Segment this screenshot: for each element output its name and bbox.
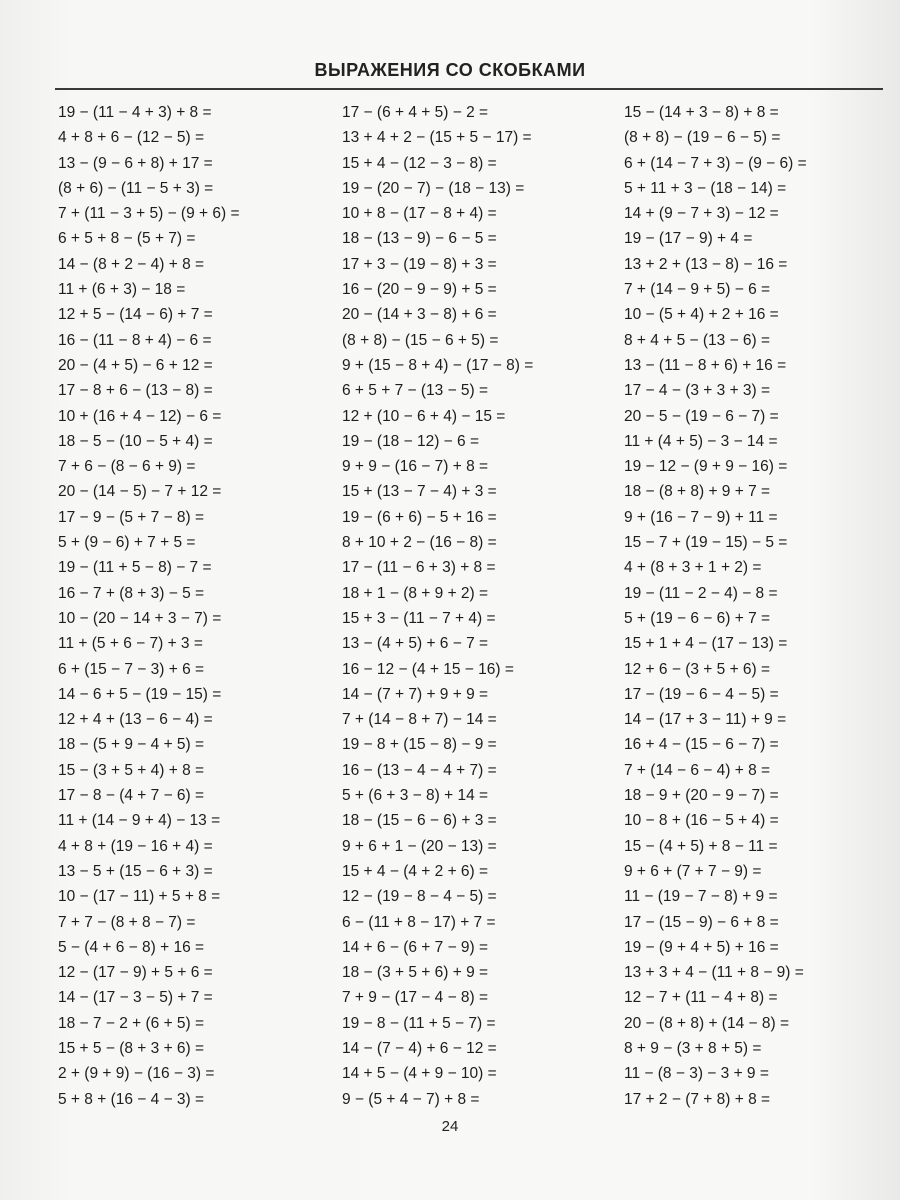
expression-item: 14 + 6 − (6 + 7 − 9) = bbox=[342, 938, 489, 956]
expression-item: 8 + 4 + 5 − (13 − 6) = bbox=[624, 331, 771, 349]
expression-item: 20 − (4 + 5) − 6 + 12 = bbox=[58, 356, 213, 374]
expression-item: 11 − (8 − 3) − 3 + 9 = bbox=[624, 1065, 769, 1083]
expression-item: 9 + (16 − 7 − 9) + 11 = bbox=[624, 508, 778, 526]
expression-item: 11 + (4 + 5) − 3 − 14 = bbox=[624, 432, 778, 450]
expression-item: 18 − (13 − 9) − 6 − 5 = bbox=[342, 230, 497, 248]
expression-item: 12 + (10 − 6 + 4) − 15 = bbox=[342, 407, 506, 425]
expression-item: 6 + (14 − 7 + 3) − (9 − 6) = bbox=[624, 154, 807, 172]
expression-item: 12 − 7 + (11 − 4 + 8) = bbox=[624, 989, 778, 1007]
expression-item: 5 + 11 + 3 − (18 − 14) = bbox=[624, 179, 787, 197]
expression-item: 17 + 2 − (7 + 8) + 8 = bbox=[624, 1090, 771, 1108]
expression-item: 18 − 7 − 2 + (6 + 5) = bbox=[58, 1014, 205, 1032]
page-number: 24 bbox=[441, 1118, 459, 1135]
expression-item: 16 − (13 − 4 − 4 + 7) = bbox=[342, 761, 497, 779]
expression-item: 11 + (14 − 9 + 4) − 13 = bbox=[58, 812, 221, 830]
expression-item: 13 − (4 + 5) + 6 − 7 = bbox=[342, 635, 489, 653]
expression-item: 10 − (20 − 14 + 3 − 7) = bbox=[58, 609, 222, 627]
expression-item: 16 − 7 + (8 + 3) − 5 = bbox=[58, 584, 205, 602]
expression-item: 10 − (5 + 4) + 2 + 16 = bbox=[624, 306, 779, 324]
expression-item: 13 − (9 − 6 + 8) + 17 = bbox=[58, 154, 213, 172]
expression-item: 20 − 5 − (19 − 6 − 7) = bbox=[624, 407, 779, 425]
expression-item: 14 + 5 − (4 + 9 − 10) = bbox=[342, 1065, 497, 1083]
expression-item: 19 − 8 − (11 + 5 − 7) = bbox=[342, 1014, 496, 1032]
expression-item: 20 − (14 + 3 − 8) + 6 = bbox=[342, 306, 497, 324]
expression-item: 18 − 5 − (10 − 5 + 4) = bbox=[58, 432, 213, 450]
expression-item: 15 − (4 + 5) + 8 − 11 = bbox=[624, 837, 778, 855]
expression-item: 20 − (14 − 5) − 7 + 12 = bbox=[58, 483, 222, 501]
expression-item: 15 + 4 − (4 + 2 + 6) = bbox=[342, 862, 489, 880]
expression-item: 18 − (3 + 5 + 6) + 9 = bbox=[342, 964, 489, 982]
expression-item: 17 − 8 + 6 − (13 − 8) = bbox=[58, 382, 213, 400]
expression-item: 18 − 9 + (20 − 9 − 7) = bbox=[624, 787, 779, 805]
expression-item: 7 + 9 − (17 − 4 − 8) = bbox=[342, 989, 489, 1007]
expression-item: 10 − 8 + (16 − 5 + 4) = bbox=[624, 812, 779, 830]
title-underline bbox=[55, 88, 883, 90]
expression-item: 7 + 6 − (8 − 6 + 9) = bbox=[58, 458, 196, 476]
expression-item: 19 − (9 + 4 + 5) + 16 = bbox=[624, 938, 779, 956]
expression-item: 4 + 8 + 6 − (12 − 5) = bbox=[58, 129, 205, 147]
expression-item: 5 − (4 + 6 − 8) + 16 = bbox=[58, 938, 205, 956]
expression-item: 19 − (20 − 7) − (18 − 13) = bbox=[342, 179, 525, 197]
expression-item: 13 − (11 − 8 + 6) + 16 = bbox=[624, 356, 787, 374]
expression-item: 9 − (5 + 4 − 7) + 8 = bbox=[342, 1090, 480, 1108]
expression-item: (8 + 8) − (19 − 6 − 5) = bbox=[624, 129, 781, 147]
expression-item: 9 + (15 − 8 + 4) − (17 − 8) = bbox=[342, 356, 534, 374]
expression-item: 13 + 3 + 4 − (11 + 8 − 9) = bbox=[624, 964, 804, 982]
expression-item: 5 + (6 + 3 − 8) + 14 = bbox=[342, 787, 489, 805]
expression-item: 15 + 4 − (12 − 3 − 8) = bbox=[342, 154, 497, 172]
expression-item: 15 + 3 − (11 − 7 + 4) = bbox=[342, 609, 496, 627]
expression-item: 15 + (13 − 7 − 4) + 3 = bbox=[342, 483, 497, 501]
page-title: ВЫРАЖЕНИЯ СО СКОБКАМИ bbox=[314, 60, 586, 80]
expression-item: 13 + 4 + 2 − (15 + 5 − 17) = bbox=[342, 129, 532, 147]
expression-item: 14 − (17 − 3 − 5) + 7 = bbox=[58, 989, 213, 1007]
expression-column-3 bbox=[624, 100, 807, 1112]
expression-item: 19 − 12 − (9 + 9 − 16) = bbox=[624, 458, 788, 476]
expression-item: 8 + 10 + 2 − (16 − 8) = bbox=[342, 534, 497, 552]
expression-item: 11 + (6 + 3) − 18 = bbox=[58, 281, 186, 299]
expression-item: 7 + 7 − (8 + 8 − 7) = bbox=[58, 913, 196, 931]
expression-item: 18 − (15 − 6 − 6) + 3 = bbox=[342, 812, 497, 830]
expression-item: 17 − 8 − (4 + 7 − 6) = bbox=[58, 787, 205, 805]
expression-item: 19 − (17 − 9) + 4 = bbox=[624, 230, 753, 248]
expression-item: 7 + (14 − 6 − 4) + 8 = bbox=[624, 761, 771, 779]
expression-item: 5 + (19 − 6 − 6) + 7 = bbox=[624, 609, 771, 627]
expression-item: 14 + (9 − 7 + 3) − 12 = bbox=[624, 205, 779, 223]
expression-item: 13 − 5 + (15 − 6 + 3) = bbox=[58, 862, 213, 880]
expression-item: 10 + (16 + 4 − 12) − 6 = bbox=[58, 407, 222, 425]
expression-item: 18 + 1 − (8 + 9 + 2) = bbox=[342, 584, 489, 602]
expression-item: 10 − (17 − 11) + 5 + 8 = bbox=[58, 888, 221, 906]
expression-item: 7 + (14 − 9 + 5) − 6 = bbox=[624, 281, 771, 299]
expression-item: 6 + 5 + 8 − (5 + 7) = bbox=[58, 230, 196, 248]
expression-item: 17 − (15 − 9) − 6 + 8 = bbox=[624, 913, 779, 931]
expression-item: 14 − 6 + 5 − (19 − 15) = bbox=[58, 685, 222, 703]
expression-item: 19 − 8 + (15 − 8) − 9 = bbox=[342, 736, 497, 754]
expression-item: 9 + 9 − (16 − 7) + 8 = bbox=[342, 458, 489, 476]
expression-item: 19 − (6 + 6) − 5 + 16 = bbox=[342, 508, 497, 526]
expression-item: 15 + 5 − (8 + 3 + 6) = bbox=[58, 1039, 205, 1057]
expression-item: 14 − (17 + 3 − 11) + 9 = bbox=[624, 711, 787, 729]
expression-item: 17 − 9 − (5 + 7 − 8) = bbox=[58, 508, 205, 526]
expression-column-1 bbox=[58, 100, 240, 1112]
expression-item: 11 − (19 − 7 − 8) + 9 = bbox=[624, 888, 778, 906]
expression-item: 20 − (8 + 8) + (14 − 8) = bbox=[624, 1014, 790, 1032]
expression-item: 16 − (20 − 9 − 9) + 5 = bbox=[342, 281, 497, 299]
expression-item: 12 − (17 − 9) + 5 + 6 = bbox=[58, 964, 213, 982]
expression-item: 17 − (6 + 4 + 5) − 2 = bbox=[342, 104, 489, 121]
expression-item: 12 − (19 − 8 − 4 − 5) = bbox=[342, 888, 497, 906]
expression-item: 9 + 6 + (7 + 7 − 9) = bbox=[624, 862, 762, 880]
expression-item: 17 − (19 − 6 − 4 − 5) = bbox=[624, 685, 779, 703]
expression-item: 12 + 6 − (3 + 5 + 6) = bbox=[624, 660, 771, 678]
expression-item: 12 + 5 − (14 − 6) + 7 = bbox=[58, 306, 213, 324]
expression-item: 19 − (18 − 12) − 6 = bbox=[342, 432, 480, 450]
expression-item: 17 + 3 − (19 − 8) + 3 = bbox=[342, 255, 497, 273]
expression-item: 15 − (3 + 5 + 4) + 8 = bbox=[58, 761, 205, 779]
expression-item: 13 + 2 + (13 − 8) − 16 = bbox=[624, 255, 788, 273]
expression-item: 4 + (8 + 3 + 1 + 2) = bbox=[624, 559, 762, 577]
expression-item: 9 + 6 + 1 − (20 − 13) = bbox=[342, 837, 497, 855]
expression-item: 5 + (9 − 6) + 7 + 5 = bbox=[58, 534, 196, 552]
expression-item: 7 + (14 − 8 + 7) − 14 = bbox=[342, 711, 497, 729]
expression-item: 15 + 1 + 4 − (17 − 13) = bbox=[624, 635, 788, 653]
expression-item: 17 − (11 − 6 + 3) + 8 = bbox=[342, 559, 496, 577]
expression-item: 16 + 4 − (15 − 6 − 7) = bbox=[624, 736, 779, 754]
expression-item: 6 − (11 + 8 − 17) + 7 = bbox=[342, 913, 496, 931]
expression-item: 18 − (8 + 8) + 9 + 7 = bbox=[624, 483, 771, 501]
expression-column-2 bbox=[342, 100, 533, 1112]
expression-item: (8 + 8) − (15 − 6 + 5) = bbox=[342, 331, 499, 349]
expression-item: 14 − (8 + 2 − 4) + 8 = bbox=[58, 255, 205, 273]
expression-item: 10 + 8 − (17 − 8 + 4) = bbox=[342, 205, 497, 223]
expression-item: (8 + 6) − (11 − 5 + 3) = bbox=[58, 179, 214, 197]
expression-item: 19 − (11 − 2 − 4) − 8 = bbox=[624, 584, 778, 602]
expression-item: 19 − (11 − 4 + 3) + 8 = bbox=[58, 104, 212, 121]
expression-item: 6 + 5 + 7 − (13 − 5) = bbox=[342, 382, 489, 400]
expression-item: 12 + 4 + (13 − 6 − 4) = bbox=[58, 711, 213, 729]
expression-item: 16 − 12 − (4 + 15 − 16) = bbox=[342, 660, 514, 678]
expression-item: 17 − 4 − (3 + 3 + 3) = bbox=[624, 382, 771, 400]
expression-item: 14 − (7 + 7) + 9 + 9 = bbox=[342, 685, 489, 703]
expression-item: 7 + (11 − 3 + 5) − (9 + 6) = bbox=[58, 205, 240, 223]
expression-item: 5 + 8 + (16 − 4 − 3) = bbox=[58, 1090, 205, 1108]
expression-item: 19 − (11 + 5 − 8) − 7 = bbox=[58, 559, 212, 577]
expression-item: 14 − (7 − 4) + 6 − 12 = bbox=[342, 1039, 497, 1057]
expression-item: 8 + 9 − (3 + 8 + 5) = bbox=[624, 1039, 762, 1057]
expression-item: 4 + 8 + (19 − 16 + 4) = bbox=[58, 837, 213, 855]
expression-item: 16 − (11 − 8 + 4) − 6 = bbox=[58, 331, 212, 349]
expression-item: 2 + (9 + 9) − (16 − 3) = bbox=[58, 1065, 215, 1083]
expression-item: 6 + (15 − 7 − 3) + 6 = bbox=[58, 660, 205, 678]
expression-item: 11 + (5 + 6 − 7) + 3 = bbox=[58, 635, 203, 653]
expression-item: 15 − 7 + (19 − 15) − 5 = bbox=[624, 534, 788, 552]
expression-item: 18 − (5 + 9 − 4 + 5) = bbox=[58, 736, 205, 754]
expression-item: 15 − (14 + 3 − 8) + 8 = bbox=[624, 104, 779, 121]
